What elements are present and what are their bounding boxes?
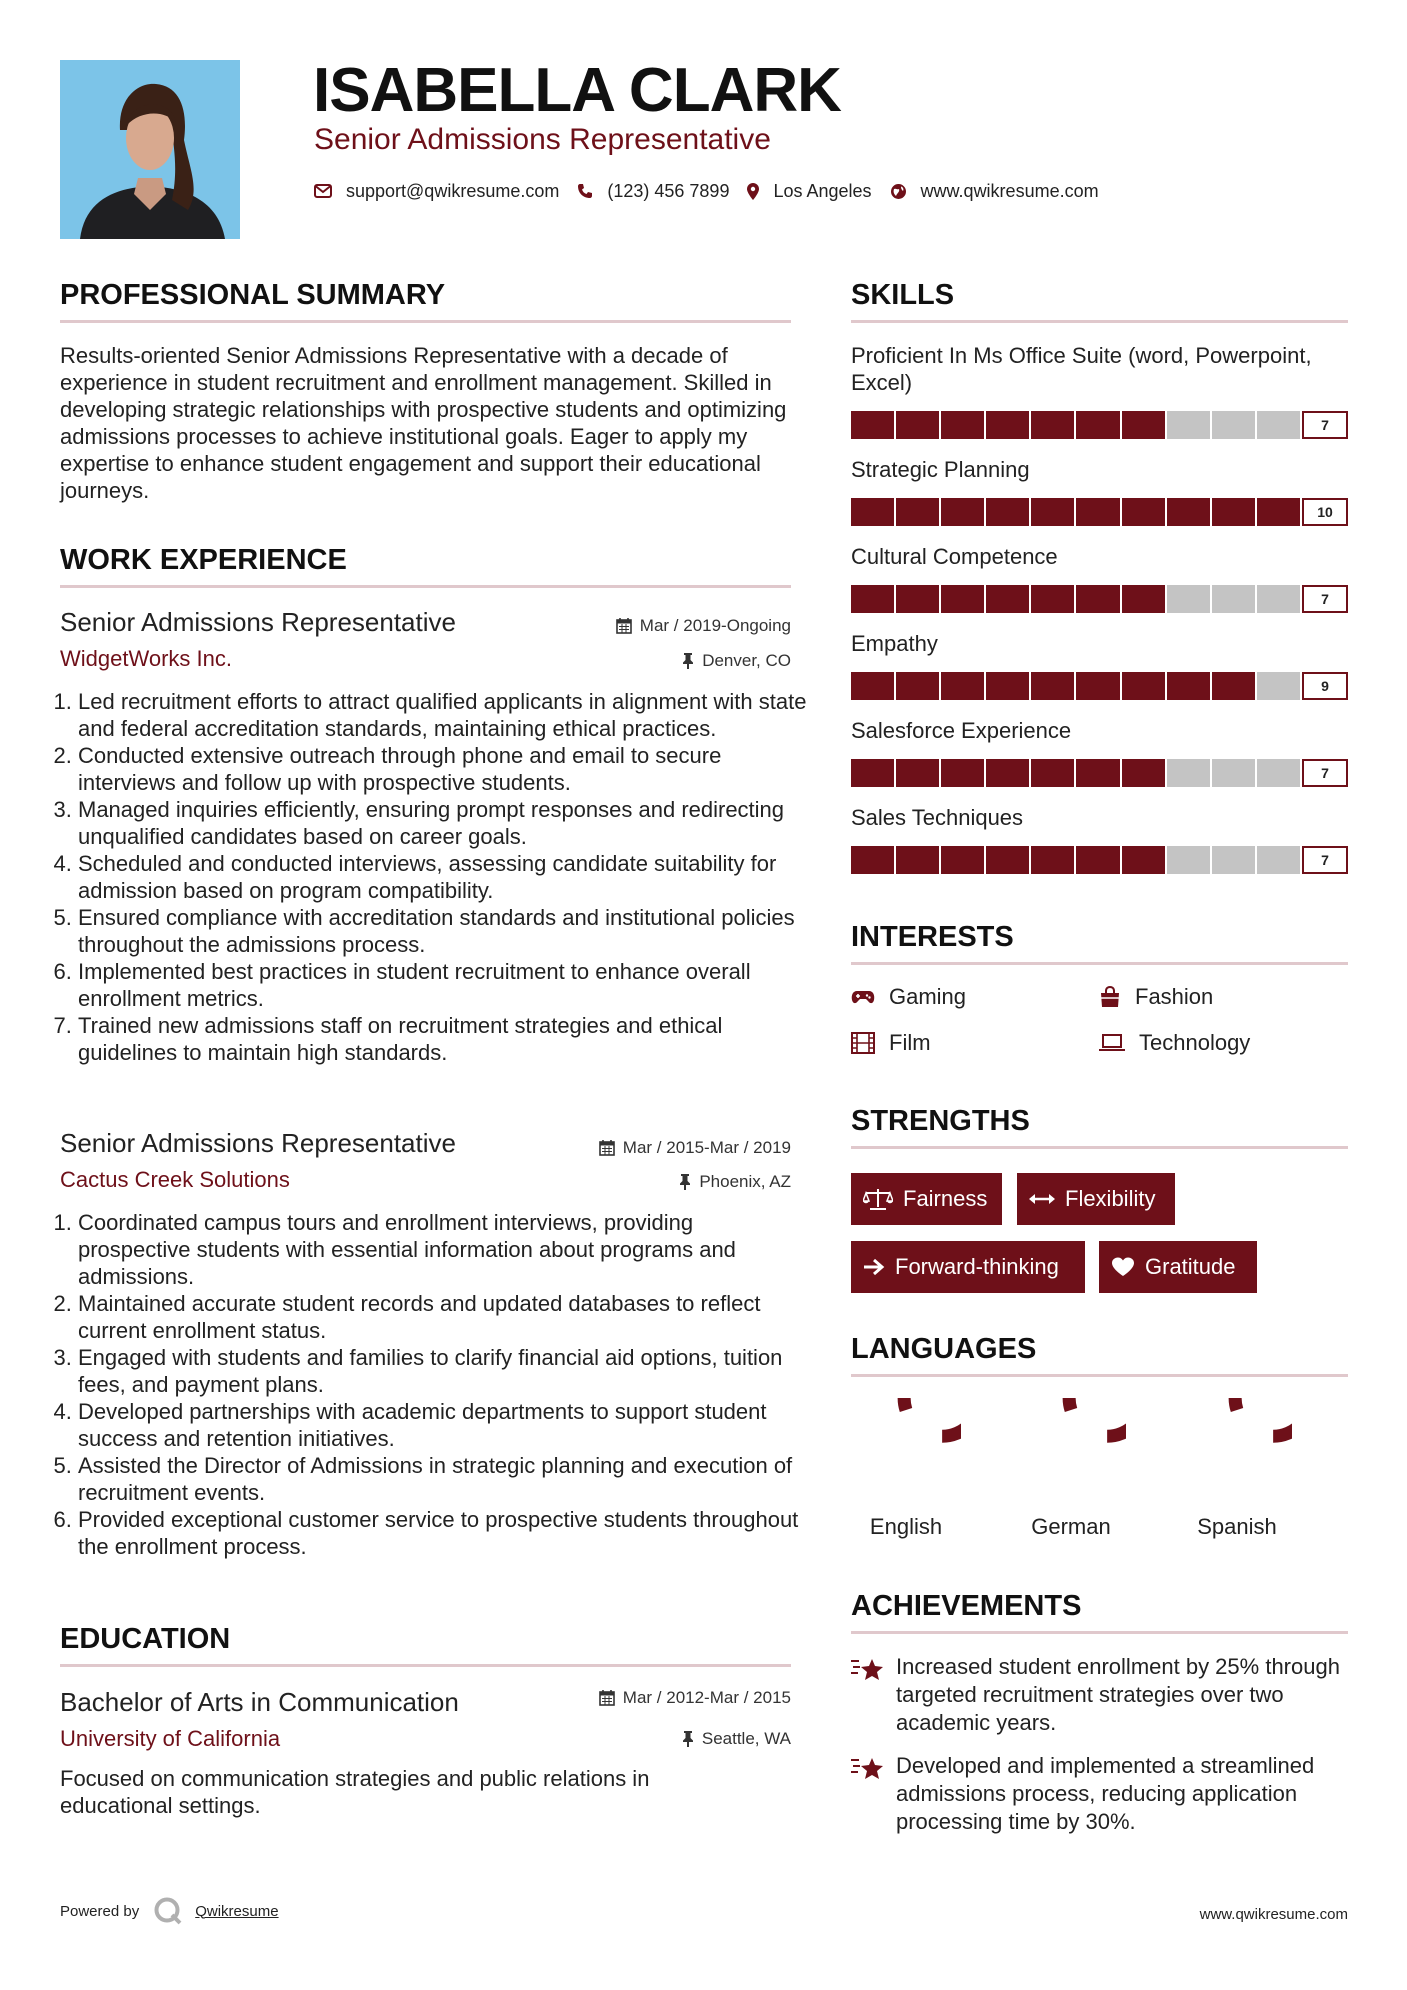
skill-level-segment <box>1031 672 1076 700</box>
skill-level-segment <box>896 846 941 874</box>
languages-list <box>851 1398 1348 1548</box>
job-bullet: 7. Trained new admissions staff on recruitment strategies and ethical guidelines to maintain high standards. <box>78 1012 809 1066</box>
job-entry <box>60 606 807 1186</box>
skill-level-segment <box>1031 846 1076 874</box>
skill-name: Empathy <box>851 631 938 656</box>
education-dates-text: Mar / 2012-Mar / 2015 <box>622 1688 791 1707</box>
skill-level-segment <box>1122 585 1167 613</box>
job-bullet: 2. Conducted extensive outreach through phone and email to secure interviews and follow up with prospective students. <box>78 742 809 796</box>
gamepad-icon <box>851 989 875 1005</box>
job-bullet: 6. Provided exceptional customer service to prospective students throughout the enrollment process. <box>78 1506 809 1560</box>
language-proficiency-ring <box>1182 1398 1292 1498</box>
skill-level-segment <box>896 672 941 700</box>
skill-level-segment <box>986 411 1031 439</box>
candidate-title: Senior Admissions Representative <box>314 123 771 156</box>
skill-level-segment <box>1076 672 1121 700</box>
skill-level-track <box>851 411 1348 439</box>
job-company: WidgetWorks Inc. <box>60 646 232 671</box>
job-dates-text: Mar / 2019-Ongoing <box>639 616 791 635</box>
job-bullet: 3. Managed inquiries efficiently, ensuring prompt responses and redirecting unqualified candidates based on career goals. <box>78 796 809 850</box>
skill-level-segment <box>1031 411 1076 439</box>
language-item <box>1182 1398 1292 1540</box>
location-pin-icon <box>747 183 759 200</box>
skill-level-segment <box>1212 411 1257 439</box>
strength-tag-gratitude <box>1099 1241 1257 1293</box>
education-rule <box>60 1664 791 1667</box>
skill-level-segment <box>941 411 986 439</box>
calendar-icon <box>616 618 632 634</box>
achievement-text: Increased student enrollment by 25% through targeted recruitment strategies over two academic years. <box>896 1654 1340 1735</box>
job-dates-text: Mar / 2015-Mar / 2019 <box>622 1138 791 1157</box>
skill-level-segment <box>1122 411 1167 439</box>
experience-heading: WORK EXPERIENCE <box>60 544 347 576</box>
skill-level-segment <box>1257 672 1302 700</box>
horizontal-arrows-icon <box>1029 1192 1055 1206</box>
skill-level-track <box>851 846 1348 874</box>
skill-level-segment <box>1031 585 1076 613</box>
strengths-heading: STRENGTHS <box>851 1105 1030 1137</box>
job-bullet: 4. Scheduled and conducted interviews, assessing candidate suitability for admission based on program compatibility. <box>78 850 809 904</box>
skill-level-badge: 7 <box>1302 411 1348 439</box>
skill-level-segment <box>1076 759 1121 787</box>
summary-heading: PROFESSIONAL SUMMARY <box>60 279 446 311</box>
globe-icon <box>890 183 907 200</box>
skill-level-segment <box>1257 759 1302 787</box>
interests-heading: INTERESTS <box>851 921 1014 953</box>
skill-bar <box>851 585 1348 613</box>
job-dates <box>599 1137 791 1159</box>
phone-icon <box>577 183 593 199</box>
language-item <box>1016 1398 1126 1540</box>
achievements-heading: ACHIEVEMENTS <box>851 1590 1082 1622</box>
strength-tag-fairness <box>851 1173 1002 1225</box>
skill-level-segment <box>1257 498 1302 526</box>
interest-item-film <box>851 1029 931 1057</box>
skill-name: Sales Techniques <box>851 805 1024 830</box>
skill-level-segment <box>851 759 896 787</box>
footer-site[interactable]: www.qwikresume.com <box>1199 1906 1348 1923</box>
languages-heading: LANGUAGES <box>851 1333 1037 1365</box>
footer-powered-by <box>60 1896 279 1926</box>
interest-item-gaming <box>851 983 966 1011</box>
achievements-rule <box>851 1631 1348 1634</box>
job-location-text: Denver, CO <box>702 651 791 670</box>
interests-rule <box>851 962 1348 965</box>
contact-phone[interactable] <box>577 181 729 202</box>
skill-level-segment <box>1076 585 1121 613</box>
calendar-icon <box>599 1690 615 1706</box>
interest-label: Film <box>889 1030 931 1055</box>
contact-website[interactable] <box>890 181 1099 202</box>
language-proficiency-ring <box>851 1398 961 1498</box>
skill-bar <box>851 411 1348 439</box>
job-bullet: 1. Led recruitment efforts to attract qualified applicants in alignment with state and federal accreditation standards, maintaining ethical practices. <box>78 688 809 742</box>
calendar-icon <box>599 1140 615 1156</box>
skill-level-segment <box>1212 846 1257 874</box>
languages-rule <box>851 1374 1348 1377</box>
laptop-icon <box>1099 1034 1125 1052</box>
skill-level-badge: 7 <box>1302 759 1348 787</box>
skill-level-segment <box>1257 585 1302 613</box>
skill-name: Proficient In Ms Office Suite (word, Powerpoint, Excel) <box>851 343 1312 395</box>
skill-level-track <box>851 585 1348 613</box>
job-title: Senior Admissions Representative <box>60 1128 456 1158</box>
skill-level-segment <box>1257 846 1302 874</box>
strength-tag-forward-thinking <box>851 1241 1085 1293</box>
skill-level-segment <box>1212 759 1257 787</box>
qwikresume-link[interactable]: Qwikresume <box>195 1902 279 1920</box>
contact-website-text: www.qwikresume.com <box>920 180 1099 201</box>
skill-level-segment <box>851 498 896 526</box>
contact-location <box>747 181 871 202</box>
contact-phone-text: (123) 456 7899 <box>607 180 730 201</box>
skill-level-segment <box>1031 498 1076 526</box>
skills-rule <box>851 320 1348 323</box>
skill-bar <box>851 672 1348 700</box>
skill-bar <box>851 846 1348 874</box>
language-proficiency-arc <box>1069 1398 1126 1436</box>
job-bullets <box>60 688 809 1066</box>
education-heading: EDUCATION <box>60 1623 231 1655</box>
education-location <box>440 1728 791 1750</box>
qwikresume-logo-icon <box>153 1896 183 1926</box>
pushpin-icon <box>682 1731 694 1747</box>
balance-scale-icon <box>863 1188 893 1210</box>
job-bullets <box>60 1209 809 1560</box>
skill-level-track <box>851 759 1348 787</box>
skill-level-segment <box>1122 759 1167 787</box>
skill-level-segment <box>986 759 1031 787</box>
skill-name: Strategic Planning <box>851 457 1030 482</box>
skill-level-segment <box>986 585 1031 613</box>
skill-level-segment <box>851 846 896 874</box>
experience-rule <box>60 585 791 588</box>
skill-level-segment <box>1212 585 1257 613</box>
skill-level-segment <box>1212 672 1257 700</box>
skill-level-segment <box>896 585 941 613</box>
interest-item-fashion <box>1099 983 1213 1011</box>
job-dates <box>616 615 791 637</box>
skill-level-segment <box>1122 498 1167 526</box>
shooting-star-icon <box>851 1657 885 1683</box>
skill-level-segment <box>941 498 986 526</box>
skill-level-segment <box>1122 846 1167 874</box>
language-proficiency-ring <box>1016 1398 1126 1498</box>
skill-bar <box>851 759 1348 787</box>
skill-level-segment <box>986 498 1031 526</box>
achievement-text: Developed and implemented a streamlined admissions process, reducing application processing time by 30%. <box>896 1753 1315 1834</box>
job-company: Cactus Creek Solutions <box>60 1167 290 1192</box>
skill-level-segment <box>986 846 1031 874</box>
job-location-text: Phoenix, AZ <box>699 1172 791 1191</box>
language-label: English <box>869 1514 943 1539</box>
language-label: Spanish <box>1197 1514 1277 1539</box>
skill-level-badge: 9 <box>1302 672 1348 700</box>
summary-rule <box>60 320 791 323</box>
skill-level-segment <box>1167 411 1212 439</box>
strength-label: Gratitude <box>1145 1254 1236 1279</box>
skill-level-track <box>851 672 1348 700</box>
job-bullet: 5. Ensured compliance with accreditation standards and institutional policies throughout the admissions process. <box>78 904 809 958</box>
strengths-rule <box>851 1146 1348 1149</box>
shooting-star-icon <box>851 1756 885 1782</box>
interest-label: Technology <box>1139 1030 1251 1055</box>
job-bullet: 5. Assisted the Director of Admissions in strategic planning and execution of recruitment events. <box>78 1452 809 1506</box>
skill-level-segment <box>1167 585 1212 613</box>
interest-label: Gaming <box>889 984 967 1009</box>
achievement-item <box>851 1752 1348 1836</box>
skill-level-segment <box>896 411 941 439</box>
skill-level-segment <box>851 411 896 439</box>
film-icon <box>851 1032 875 1054</box>
education-school: University of California <box>60 1726 281 1751</box>
strength-label: Fairness <box>903 1186 988 1211</box>
education-degree: Bachelor of Arts in Communication <box>60 1687 459 1717</box>
job-bullet: 3. Engaged with students and families to clarify financial aid options, tuition fees, and payment plans. <box>78 1344 809 1398</box>
skill-level-track <box>851 498 1348 526</box>
education-location-text: Seattle, WA <box>701 1729 791 1748</box>
language-proficiency-arc <box>904 1398 961 1436</box>
skill-level-segment <box>941 759 986 787</box>
job-bullet: 1. Coordinated campus tours and enrollment interviews, providing prospective students with essential information about programs and admissions. <box>78 1209 809 1290</box>
job-title: Senior Admissions Representative <box>60 607 456 637</box>
skills-list <box>851 342 1348 882</box>
skill-level-segment <box>1076 411 1121 439</box>
summary-text: Results-oriented Senior Admissions Representative with a decade of experience in student recruitment and enrollment management. Skilled in developing strategic relationships with prospective students and optimizing admissions processes to achieve institutional goals. Eager to apply my expertise to enhance student engagement and support their educational journeys. <box>60 343 787 503</box>
skill-level-segment <box>1167 759 1212 787</box>
job-location <box>682 650 791 672</box>
job-bullet: 4. Developed partnerships with academic departments to support student success and retention initiatives. <box>78 1398 809 1452</box>
job-location <box>679 1171 791 1193</box>
language-label: German <box>1031 1514 1111 1539</box>
profile-photo <box>60 60 240 239</box>
skills-heading: SKILLS <box>851 279 955 311</box>
interest-label: Fashion <box>1135 984 1214 1009</box>
contact-email[interactable] <box>314 181 559 202</box>
strength-label: Flexibility <box>1065 1186 1156 1211</box>
skill-level-segment <box>1167 498 1212 526</box>
skill-bar <box>851 498 1348 526</box>
language-proficiency-arc <box>1235 1398 1292 1436</box>
strength-tag-flexibility <box>1017 1173 1175 1225</box>
skill-level-segment <box>1167 672 1212 700</box>
education-dates <box>440 1687 791 1709</box>
envelope-icon <box>314 184 332 198</box>
skill-level-segment <box>1212 498 1257 526</box>
education-description: Focused on communication strategies and public relations in educational settings. <box>60 1766 650 1818</box>
skill-level-segment <box>1076 846 1121 874</box>
skill-name: Cultural Competence <box>851 544 1058 569</box>
contact-email-text: support@qwikresume.com <box>346 180 560 201</box>
job-entry <box>60 1127 799 1567</box>
skill-level-segment <box>851 585 896 613</box>
heart-icon <box>1111 1257 1135 1277</box>
achievement-item <box>851 1653 1348 1737</box>
candidate-name: ISABELLA CLARK <box>313 56 841 125</box>
skill-level-badge: 7 <box>1302 846 1348 874</box>
skill-level-segment <box>941 846 986 874</box>
skill-level-segment <box>896 498 941 526</box>
job-bullet: 6. Implemented best practices in student recruitment to enhance overall enrollment metrics. <box>78 958 809 1012</box>
skill-level-badge: 10 <box>1302 498 1348 526</box>
pushpin-icon <box>679 1174 691 1190</box>
skill-level-segment <box>1122 672 1167 700</box>
skill-name: Salesforce Experience <box>851 718 1072 743</box>
skill-level-segment <box>986 672 1031 700</box>
skill-level-badge: 7 <box>1302 585 1348 613</box>
pushpin-icon <box>682 653 694 669</box>
skill-level-segment <box>1031 759 1076 787</box>
powered-by-text: Powered by <box>60 1902 140 1920</box>
language-item <box>851 1398 961 1540</box>
interest-item-technology <box>1099 1029 1250 1057</box>
skill-level-segment <box>851 672 896 700</box>
skill-level-segment <box>896 759 941 787</box>
skill-level-segment <box>1257 411 1302 439</box>
contact-bar <box>314 176 1117 206</box>
skill-level-segment <box>1076 498 1121 526</box>
contact-location-text: Los Angeles <box>773 180 872 201</box>
skill-level-segment <box>1167 846 1212 874</box>
strength-label: Forward-thinking <box>895 1254 1059 1279</box>
skill-level-segment <box>941 585 986 613</box>
arrow-right-icon <box>863 1258 885 1276</box>
shopping-bag-icon <box>1099 986 1121 1008</box>
job-bullet: 2. Maintained accurate student records and updated databases to reflect current enrollment status. <box>78 1290 809 1344</box>
skill-level-segment <box>941 672 986 700</box>
